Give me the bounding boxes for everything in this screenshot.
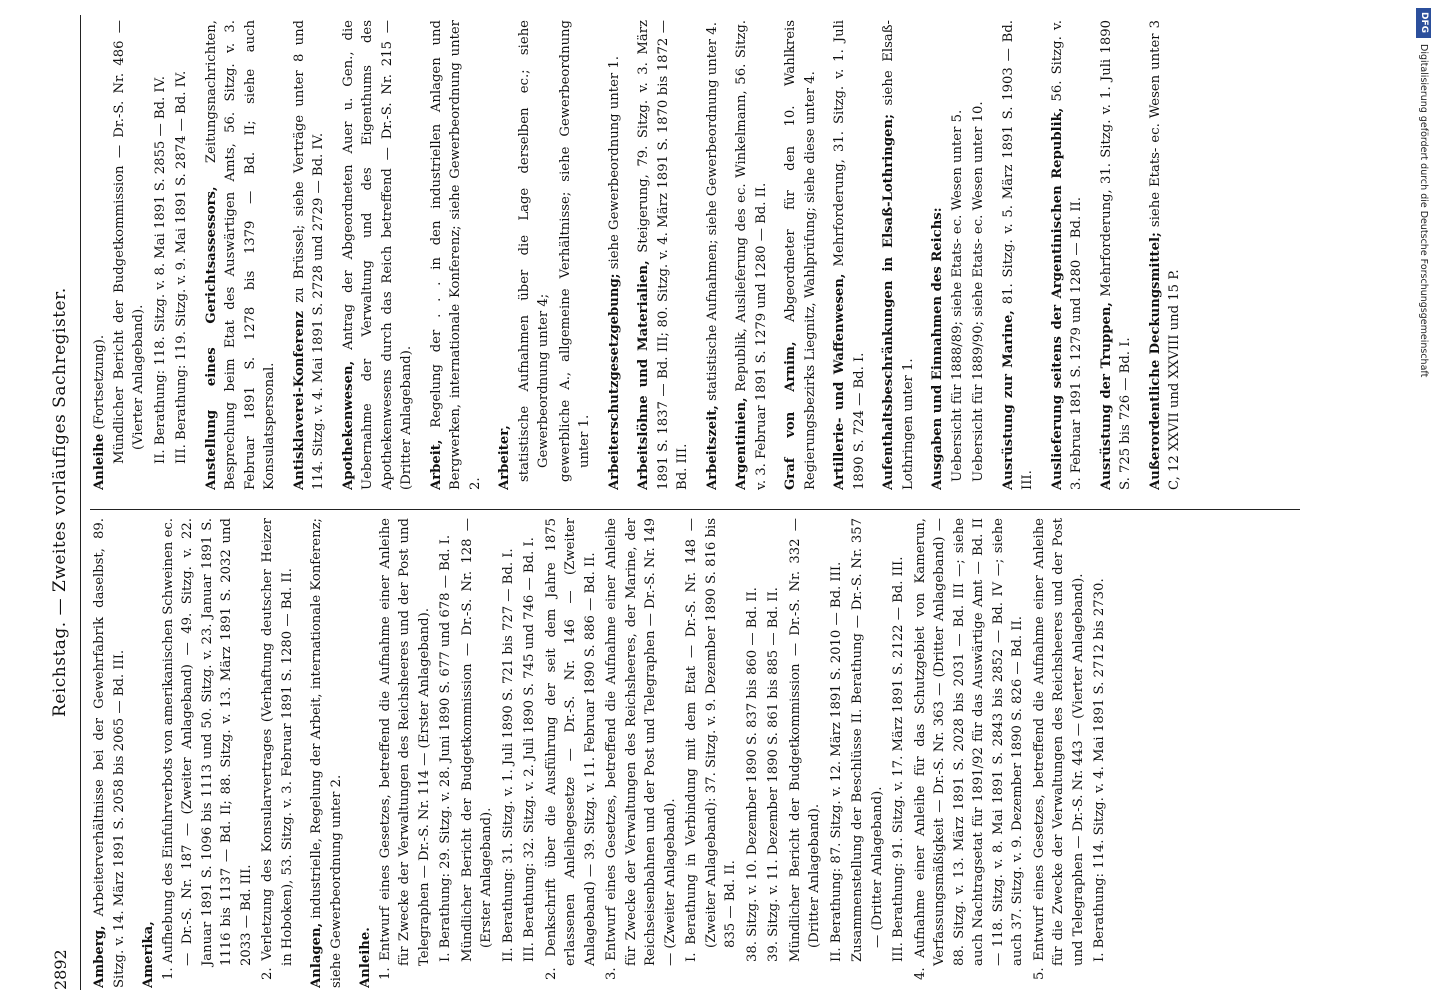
entry-heading: Auslieferung seitens der Argentinischen Republik, xyxy=(1049,107,1065,490)
register-entry xyxy=(1097,20,1136,490)
entry-subitem: II. Berathung: 31. Sitzg. v. 1. Juli 1890 S. 721 bis 727 — Bd. I. xyxy=(500,548,516,962)
entry-subitem: II. Berathung: 87. Sitzg. v. 12. März 1891 S. 2010 — Bd. III. xyxy=(828,561,844,962)
entry-subitem: 1. Aufhebung des Einfuhrverbots von amerikanischen Schweinen ec. — Dr.-S. Nr. 187 — (Zweiter Anlageband) — 49. Sitzg. v. 22. Januar 1891 S. 1096 bis 1113 und 50. Sitzg. v. 23. Januar 1891 S. 1116 bis 1137 — Bd. II; 88. Sitzg. v. 13. März 1891 S. 2032 und 2033 — Bd. III. xyxy=(160,518,254,980)
entry-text: 81. Sitzg. v. 5. März 1891 S. 1903 — Bd. III. xyxy=(1000,20,1035,490)
entry-heading: Arbeit, xyxy=(428,439,444,490)
entry-text: zu Brüssel; siehe Verträge unter 8 und 114. Sitzg. v. 4. Mai 1891 S. 2728 und 2729 — Bd. IV. xyxy=(291,20,326,490)
entry-text: siehe Gewerbeordnung unter 1. xyxy=(606,56,622,270)
entry-text: Steigerung, 79. Sitzg. v. 3. März 1891 S. 1837 — Bd. III; 80. Sitzg. v. 4. März 1891 S. 1870 bis 1872 — Bd. III. xyxy=(636,20,690,490)
entry-subitem: gewerbliche A., allgemeine Verhältnisse; siehe Gewerbeordnung unter 1. xyxy=(557,20,592,482)
entry-subitem: 5. Entwurf eines Gesetzes, betreffend die Aufnahme einer Anleihe für die Zwecke der Verwaltungen des Reichsheeres und der Post und Telegraphen — Dr.-S. Nr. 443 — (Vierter Anlageband). xyxy=(1031,518,1086,980)
entry-heading: Arbeitslöhne und Materialien, xyxy=(636,260,651,490)
entry-subitem: III. Berathung: 91. Sitzg. v. 17. März 1891 S. 2122 — Bd. III. xyxy=(891,556,906,962)
entry-heading: Amerika, xyxy=(141,921,156,988)
entry-heading: Graf von Arnim, xyxy=(783,341,798,490)
page-number: 2892 xyxy=(50,949,70,990)
register-entry xyxy=(139,518,297,988)
right-column xyxy=(90,20,1300,490)
register-entry xyxy=(634,20,693,490)
entry-text: Zeitungsnachrichten, Besprechung beim Etat des Auswärtigen Amts, 56. Sitzg. v. 3. Februar 1891 S. 1278 bis 1379 — Bd. II; siehe auch Konsulatspersonal. xyxy=(203,20,277,490)
register-entry xyxy=(290,20,329,490)
entry-heading: Arbeiter, xyxy=(497,425,512,490)
register-entry xyxy=(879,20,918,490)
entry-text: Abgeordneter für den 10. Wahlkreis Regierungsbezirks Liegnitz, Wahlprüfung; siehe diese unter 4. xyxy=(783,20,818,490)
entry-text: 56. Sitzg. v. 3. Februar 1891 S. 1279 und 1280 — Bd. II. xyxy=(1049,20,1084,490)
entry-subitem: I. Berathung: 29. Sitzg. v. 28. Juni 1890 S. 677 und 678 — Bd. I. xyxy=(438,534,453,962)
entry-subitem: 2. Denkschrift über die Ausführung der seit dem Jahre 1875 erlassenen Anleihegesetze — Dr.-S. Nr. 146 — (Zweiter Anlageband) — 39. Sitzg. v. 11. Februar 1890 S. 886 — Bd. II. xyxy=(543,518,598,980)
register-entry xyxy=(339,20,417,490)
register-entry xyxy=(1146,20,1185,490)
entry-text: (Fortsetzung). xyxy=(92,334,107,430)
dfg-logo: DFG xyxy=(1416,8,1431,38)
entry-text: siehe Elsaß-Lothringen unter 1. xyxy=(881,20,916,490)
register-entry xyxy=(307,518,346,988)
dfg-sidebar xyxy=(1416,0,1432,1000)
register-entry xyxy=(703,20,723,490)
entry-subitem: Mündlicher Bericht der Budgetkommission — Dr.-S. Nr. 486 — (Vierter Anlageband). xyxy=(111,20,146,464)
entry-subitem: II. Berathung: 118. Sitzg. v. 8. Mai 1891 S. 2855 — Bd. IV. xyxy=(152,76,168,464)
register-entry xyxy=(732,20,771,490)
register-entry xyxy=(427,20,486,490)
entry-text: Mehrforderung, 31. Sitzg. v. 1. Juli 1890 S. 725 bis 726 — Bd. I. xyxy=(1098,20,1133,490)
left-column xyxy=(90,518,1300,988)
entry-text: Mehrforderung, 31. Sitzg. v. 1. Juli 1890 S. 724 — Bd. I. xyxy=(832,20,867,490)
entry-subitem: Mündlicher Bericht der Budgetkommission — Dr.-S. Nr. 128 — (Erster Anlageband). xyxy=(459,518,494,962)
entry-subitem: 39. Sitzg. v. 11. Dezember 1890 S. 861 bis 885 — Bd. II. xyxy=(766,587,781,962)
entry-subitem: Uebersicht für 1888/89; siehe Etats- ec. Wesen unter 5. xyxy=(949,109,965,482)
entry-heading: Amberg, xyxy=(92,925,107,988)
entry-text: statistische Aufnahmen; siehe Gewerbeordnung unter 4. xyxy=(704,22,720,401)
entry-subitem: 2. Verletzung des Konsularvertrages (Verhaftung deutscher Heizer in Hoboken), 53. Sitzg. v. 3. Februar 1891 S. 1280 — Bd. II. xyxy=(260,518,295,980)
entry-text: Regelung der . . . in den industriellen Anlagen und Bergwerken, internationale Konferenz; siehe Gewerbeordnung unter 2. xyxy=(428,20,483,490)
entry-heading: Aufenthaltsbeschränkungen in Elsaß-Lothringen; xyxy=(881,114,896,490)
page-header xyxy=(40,15,81,990)
register-entry xyxy=(495,20,595,490)
entry-subitem: Zusammenstellung der Beschlüsse II. Berathung — Dr.-S. Nr. 357 — (Dritter Anlageband). xyxy=(850,518,885,962)
entry-subitem: III. Berathung: 32. Sitzg. v. 2. Juli 1890 S. 745 und 746 — Bd. I. xyxy=(522,537,537,962)
entry-heading: Ausgaben und Einnahmen des Reichs: xyxy=(930,207,945,490)
entry-heading: Außerordentliche Deckungsmittel; xyxy=(1147,232,1163,490)
entry-heading: Arbeitszeit, xyxy=(704,405,720,490)
register-entry xyxy=(781,20,820,490)
entry-text: Republik, Auslieferung des ec. Winkelmann, 56. Sitzg. v. 3. Februar 1891 S. 1279 und 1280 — Bd. II. xyxy=(734,20,769,490)
entry-subitem: 1. Entwurf eines Gesetzes, betreffend die Aufnahme einer Anleihe für Zwecke der Verwaltungen des Reichsheeres und der Post und Telegraphen — Dr.-S. Nr. 114 — (Erster Anlageband). xyxy=(377,518,432,980)
entry-heading: Arbeiterschutzgesetzgebung; xyxy=(606,273,622,490)
register-entry xyxy=(605,20,625,490)
entry-heading: Artillerie- und Waffenwesen, xyxy=(832,273,847,490)
register-entry xyxy=(90,518,129,988)
entry-heading: Anleihe. xyxy=(358,927,373,988)
entry-text: siehe Etats- ec. Wesen unter 3 C, 12 XXVII und XXVIII und 15 P. xyxy=(1147,20,1182,490)
entry-subitem: Uebersicht für 1889/90; siehe Etats- ec. Wesen unter 10. xyxy=(971,101,986,482)
column-divider xyxy=(90,509,1300,510)
register-entry xyxy=(202,20,280,490)
entry-subitem: I. Berathung in Verbindung mit dem Etat — Dr.-S. Nr. 148 — (Zweiter Anlageband): 37. Sitzg. v. 9. Dezember 1890 S. 816 bis 835 — Bd. II. xyxy=(684,518,738,962)
entry-heading: Ausrüstung der Truppen, xyxy=(1098,301,1114,490)
entry-subitem: III. Berathung: 119. Sitzg. v. 9. Mai 1891 S. 2874 — Bd. IV. xyxy=(174,70,189,464)
entry-text: industrielle, Regelung der Arbeit, internationale Konferenz; siehe Gewerbeordnung unter 2. xyxy=(309,518,344,988)
entry-heading: Apothekenwesen, xyxy=(340,360,356,490)
entry-text: Antrag der Abgeordneten Auer u. Gen., die Uebernahme der Verwaltung und des Eigenthums des Apothekenwesens durch das Reich betreffend — Dr.-S. Nr. 215 — (Dritter Anlageband). xyxy=(340,20,414,490)
entry-subitem: Mündlicher Bericht der Budgetkommission — Dr.-S. Nr. 332 — (Dritter Anlageband). xyxy=(787,518,822,962)
entry-heading: Anstellung eines Gerichtsassessors, xyxy=(203,186,219,490)
register-entry xyxy=(830,20,869,490)
dfg-credit-text: Digitalisierung gefördert durch die Deutsche Forschungsgemeinschaft xyxy=(1418,44,1429,378)
register-entry xyxy=(928,20,989,490)
register-entry xyxy=(90,20,192,490)
entry-heading: Anlagen, xyxy=(309,922,324,988)
register-entry xyxy=(356,518,1110,988)
entry-heading: Anleihe xyxy=(92,433,107,490)
entry-subitem: I. Berathung: 114. Sitzg. v. 4. Mai 1891 S. 2712 bis 2730. xyxy=(1092,578,1107,962)
entry-heading: Argentinien, xyxy=(734,397,749,490)
entry-subitem: statistische Aufnahmen über die Lage derselben ec.; siehe Gewerbeordnung unter 4; xyxy=(516,20,551,482)
entry-text: Arbeiterverhältnisse bei der Gewehrfabrik daselbst, 89. Sitzg. v. 14. März 1891 S. 2058 bis 2065 — Bd. III. xyxy=(92,518,127,988)
entry-heading: Antisklaverei-Konferenz xyxy=(291,311,307,490)
register-entry xyxy=(999,20,1038,490)
entry-subitem: 3. Entwurf eines Gesetzes, betreffend die Aufnahme einer Anleihe für Zwecke der Verwaltungen des Reichsheeres, der Marine, der Reichseisenbahnen und der Post und Telegraphen — Dr.-S. Nr. 149 — (Zweiter Anlageband). xyxy=(604,518,678,980)
entry-heading: Ausrüstung zur Marine, xyxy=(1000,310,1016,490)
entry-subitem: 4. Aufnahme einer Anleihe für das Schutzgebiet von Kamerun, Verfassungsmäßigkeit — Dr.-S. Nr. 363 — (Dritter Anlageband) — 88. Sitzg. v. 13. März 1891 S. 2028 bis 2031 — Bd. III —; siehe auch Nachtragsetat für 1891/92 für das Auswärtige Amt — Bd. II — 118. Sitzg. v. 8. Mai 1891 S. 2843 bis 2852 — Bd. IV —; siehe auch 37. Sitzg. v. 9. Dezember 1890 S. 826 — Bd. II. xyxy=(912,518,1025,980)
entry-subitem: 38. Sitzg. v. 10. Dezember 1890 S. 837 bis 860 — Bd. II. xyxy=(744,587,760,962)
page-title: Reichstag. — Zweites vorläufiges Sachregister. xyxy=(50,287,70,718)
register-entry xyxy=(1048,20,1087,490)
